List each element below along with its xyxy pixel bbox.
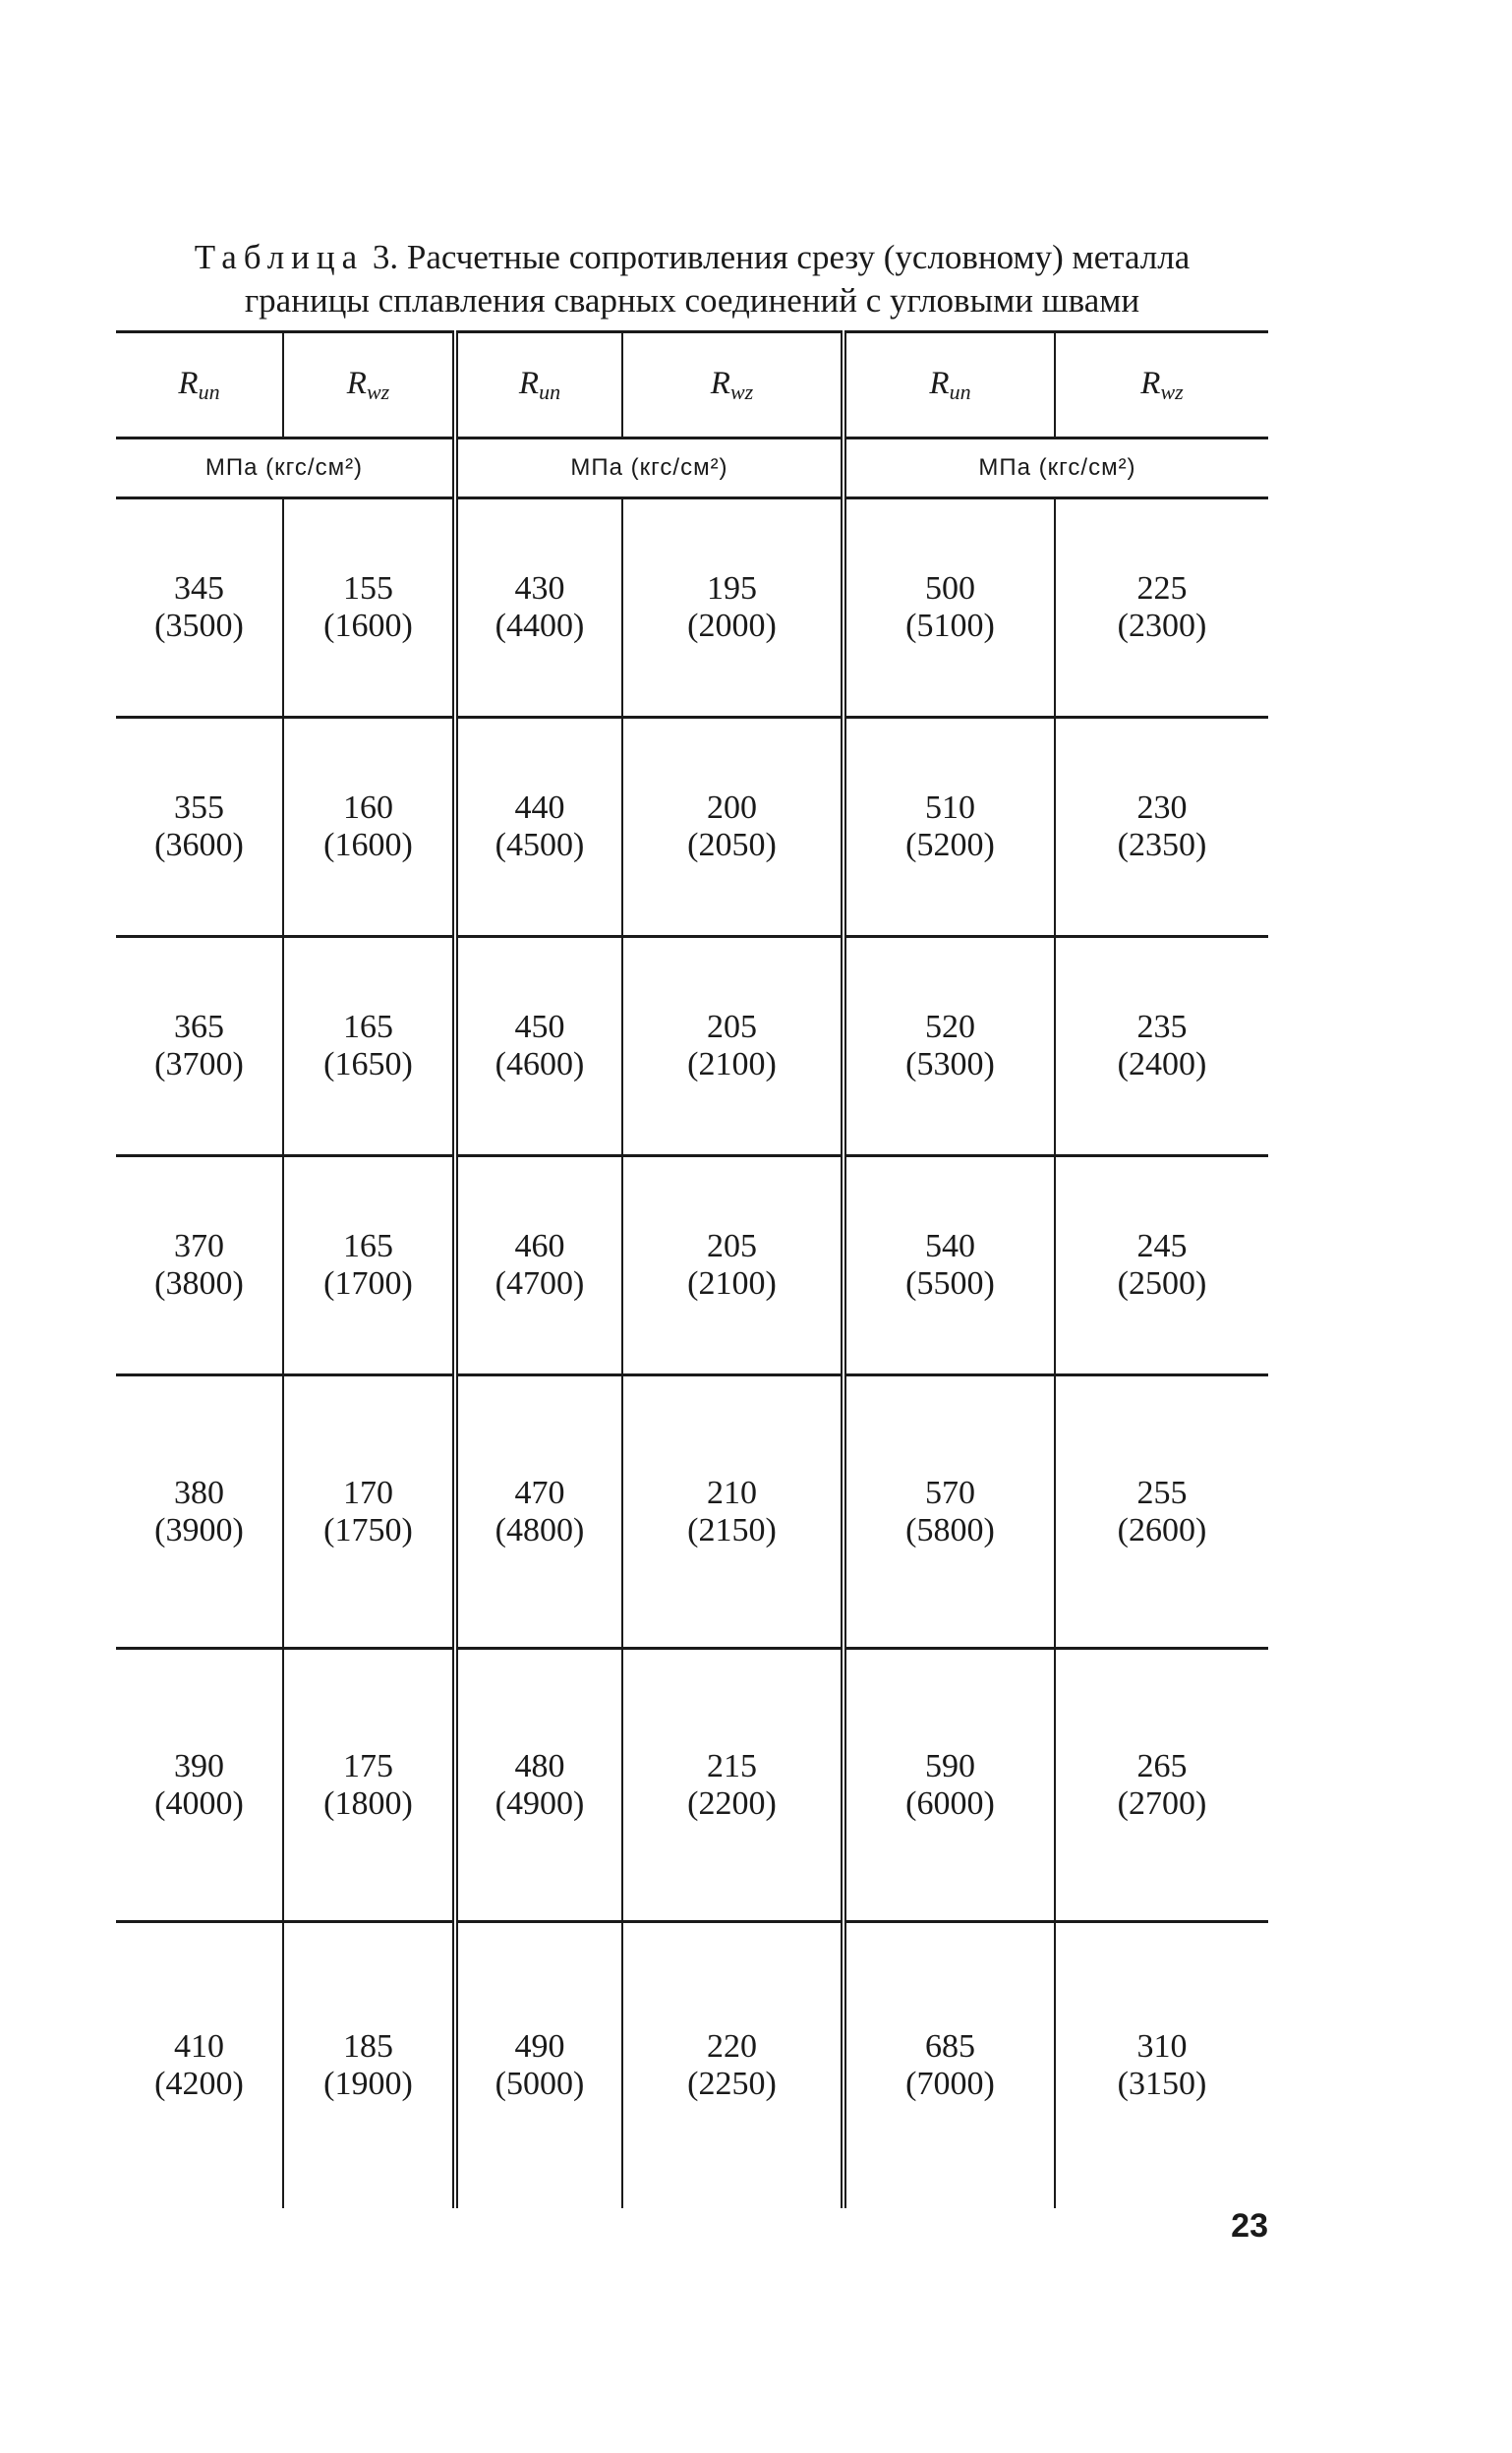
symbol-header-row xyxy=(116,332,1268,438)
table-cell xyxy=(843,1156,1055,1375)
value-mpa: 195 xyxy=(707,570,757,607)
table-cell xyxy=(843,937,1055,1156)
table-cell xyxy=(116,718,283,937)
units-label: МПа (кгс/см²) xyxy=(116,438,455,498)
value-kgf: (2150) xyxy=(687,1511,777,1548)
value-mpa: 245 xyxy=(1136,1228,1188,1264)
table-cell xyxy=(116,1922,283,2209)
value-kgf: (2600) xyxy=(1117,1511,1207,1548)
value-mpa: 480 xyxy=(514,1747,565,1784)
value-mpa: 225 xyxy=(1136,570,1188,607)
value-mpa: 410 xyxy=(174,2028,224,2065)
value-mpa: 345 xyxy=(174,570,224,607)
value-kgf: (2400) xyxy=(1117,1046,1207,1082)
value-kgf: (5800) xyxy=(905,1511,995,1548)
units-label: МПа (кгс/см²) xyxy=(455,438,843,498)
value-kgf: (5300) xyxy=(905,1046,995,1082)
value-mpa: 185 xyxy=(343,2028,393,2065)
table-cell xyxy=(116,1375,283,1649)
value-kgf: (2350) xyxy=(1117,827,1207,863)
header-r-wz: $R_{wz}$ xyxy=(283,332,455,438)
value-mpa: 205 xyxy=(707,1228,757,1264)
header-r-un: $R_{un}$ xyxy=(116,332,283,438)
header-r-un: $R_{un}$ xyxy=(455,332,622,438)
value-kgf: (2050) xyxy=(687,827,777,863)
value-mpa: 540 xyxy=(925,1228,975,1264)
value-kgf: (2300) xyxy=(1117,608,1207,644)
value-kgf: (1600) xyxy=(323,608,413,644)
value-mpa: 450 xyxy=(514,1009,565,1045)
value-mpa: 155 xyxy=(343,570,393,607)
value-mpa: 230 xyxy=(1136,789,1188,826)
value-mpa: 205 xyxy=(707,1009,757,1045)
value-mpa: 220 xyxy=(707,2028,757,2065)
value-kgf: (2250) xyxy=(687,2066,777,2102)
value-mpa: 355 xyxy=(174,789,224,826)
value-kgf: (1750) xyxy=(323,1511,413,1548)
table-row xyxy=(116,937,1268,1156)
value-mpa: 265 xyxy=(1136,1747,1188,1784)
value-mpa: 500 xyxy=(925,570,975,607)
table-body xyxy=(116,498,1268,2209)
header-r-un: $R_{un}$ xyxy=(843,332,1055,438)
value-kgf: (4200) xyxy=(154,2066,244,2102)
value-kgf: (2200) xyxy=(687,1784,777,1822)
value-kgf: (4700) xyxy=(494,1265,585,1302)
units-header-row xyxy=(116,438,1268,498)
value-mpa: 160 xyxy=(343,789,393,826)
resistance-table xyxy=(116,330,1268,2208)
table-cell xyxy=(455,1649,622,1922)
value-mpa: 520 xyxy=(925,1009,975,1045)
table-cell xyxy=(283,718,455,937)
value-kgf: (4400) xyxy=(494,608,585,644)
table-row xyxy=(116,1922,1268,2209)
table-cell xyxy=(622,1649,843,1922)
table-cell xyxy=(455,1922,622,2209)
value-mpa: 165 xyxy=(343,1228,393,1264)
value-kgf: (1700) xyxy=(323,1265,413,1302)
value-mpa: 460 xyxy=(514,1228,565,1264)
value-mpa: 590 xyxy=(925,1747,975,1784)
table-cell xyxy=(622,498,843,718)
table-row xyxy=(116,498,1268,718)
table-caption xyxy=(116,236,1268,322)
table-cell xyxy=(1055,1922,1268,2209)
value-kgf: (4900) xyxy=(494,1784,585,1822)
value-mpa: 200 xyxy=(707,789,757,826)
table-cell xyxy=(283,498,455,718)
table-cell xyxy=(283,1375,455,1649)
header-r-wz: $R_{wz}$ xyxy=(622,332,843,438)
value-kgf: (1650) xyxy=(323,1046,413,1082)
table-cell xyxy=(843,1922,1055,2209)
units-label: МПа (кгс/см²) xyxy=(843,438,1268,498)
table-cell xyxy=(283,1922,455,2209)
value-kgf: (2000) xyxy=(687,608,777,644)
value-kgf: (4500) xyxy=(494,827,585,863)
value-mpa: 365 xyxy=(174,1009,224,1045)
table-row xyxy=(116,718,1268,937)
table-cell xyxy=(283,937,455,1156)
table-cell xyxy=(622,1922,843,2209)
value-kgf: (1900) xyxy=(323,2066,413,2102)
table-cell xyxy=(1055,718,1268,937)
table-cell xyxy=(843,718,1055,937)
value-kgf: (3900) xyxy=(154,1511,244,1548)
value-mpa: 510 xyxy=(925,789,975,826)
caption-line-2: границы сплавления сварных соединений с угловыми швами xyxy=(244,281,1140,320)
value-kgf: (6000) xyxy=(905,1784,995,1822)
table-row xyxy=(116,1375,1268,1649)
value-kgf: (3700) xyxy=(154,1046,244,1082)
value-kgf: (4600) xyxy=(494,1046,585,1082)
table-cell xyxy=(283,1649,455,1922)
value-kgf: (3150) xyxy=(1117,2066,1207,2102)
value-kgf: (2100) xyxy=(687,1265,777,1302)
value-mpa: 430 xyxy=(514,570,565,607)
table-cell xyxy=(116,937,283,1156)
table-cell xyxy=(1055,1156,1268,1375)
value-mpa: 370 xyxy=(174,1228,224,1264)
table-cell xyxy=(843,1375,1055,1649)
table-row xyxy=(116,1649,1268,1922)
value-kgf: (2100) xyxy=(687,1046,777,1082)
value-mpa: 380 xyxy=(174,1474,224,1511)
value-mpa: 470 xyxy=(514,1474,565,1511)
value-mpa: 170 xyxy=(343,1474,393,1511)
table-cell xyxy=(1055,1649,1268,1922)
value-mpa: 685 xyxy=(925,2028,975,2065)
caption-line-1 xyxy=(116,236,1268,279)
value-mpa: 215 xyxy=(707,1747,757,1784)
table-cell xyxy=(843,1649,1055,1922)
header-r-wz: $R_{wz}$ xyxy=(1055,332,1268,438)
value-kgf: (5000) xyxy=(494,2066,585,2102)
value-kgf: (1800) xyxy=(323,1784,413,1822)
table-cell xyxy=(455,937,622,1156)
table-cell xyxy=(622,718,843,937)
value-mpa: 165 xyxy=(343,1009,393,1045)
value-kgf: (4000) xyxy=(154,1784,244,1822)
value-kgf: (2700) xyxy=(1117,1784,1207,1822)
table-cell xyxy=(1055,1375,1268,1649)
value-mpa: 310 xyxy=(1136,2028,1188,2065)
caption-label: Таблица xyxy=(194,238,365,276)
value-mpa: 390 xyxy=(174,1747,224,1784)
value-kgf: (2500) xyxy=(1117,1265,1207,1302)
caption-number: 3. xyxy=(372,238,399,276)
table-cell xyxy=(116,498,283,718)
value-kgf: (3500) xyxy=(154,608,244,644)
table-cell xyxy=(116,1156,283,1375)
table-cell xyxy=(455,1375,622,1649)
table-row xyxy=(116,1156,1268,1375)
value-kgf: (5100) xyxy=(905,608,995,644)
table-cell xyxy=(622,937,843,1156)
value-mpa: 490 xyxy=(514,2028,565,2065)
table-cell xyxy=(1055,937,1268,1156)
table-cell xyxy=(843,498,1055,718)
value-kgf: (5500) xyxy=(905,1265,995,1302)
table-cell xyxy=(455,718,622,937)
table-cell xyxy=(622,1375,843,1649)
value-mpa: 235 xyxy=(1136,1009,1188,1045)
table-cell xyxy=(622,1156,843,1375)
value-mpa: 570 xyxy=(925,1474,975,1511)
table-cell xyxy=(116,1649,283,1922)
table-cell xyxy=(283,1156,455,1375)
table-cell xyxy=(1055,498,1268,718)
value-mpa: 210 xyxy=(707,1474,757,1511)
value-mpa: 255 xyxy=(1136,1474,1188,1511)
page-number: 23 xyxy=(1231,2207,1268,2245)
value-kgf: (4800) xyxy=(494,1511,585,1548)
value-mpa: 440 xyxy=(514,789,565,826)
value-kgf: (7000) xyxy=(905,2066,995,2102)
value-mpa: 175 xyxy=(343,1747,393,1784)
table-cell xyxy=(455,498,622,718)
caption-text-1: Расчетные сопротивления срезу (условному) металла xyxy=(406,238,1191,276)
value-kgf: (5200) xyxy=(905,827,995,863)
table-cell xyxy=(455,1156,622,1375)
value-kgf: (3600) xyxy=(154,827,244,863)
value-kgf: (1600) xyxy=(323,827,413,863)
value-kgf: (3800) xyxy=(154,1265,244,1302)
